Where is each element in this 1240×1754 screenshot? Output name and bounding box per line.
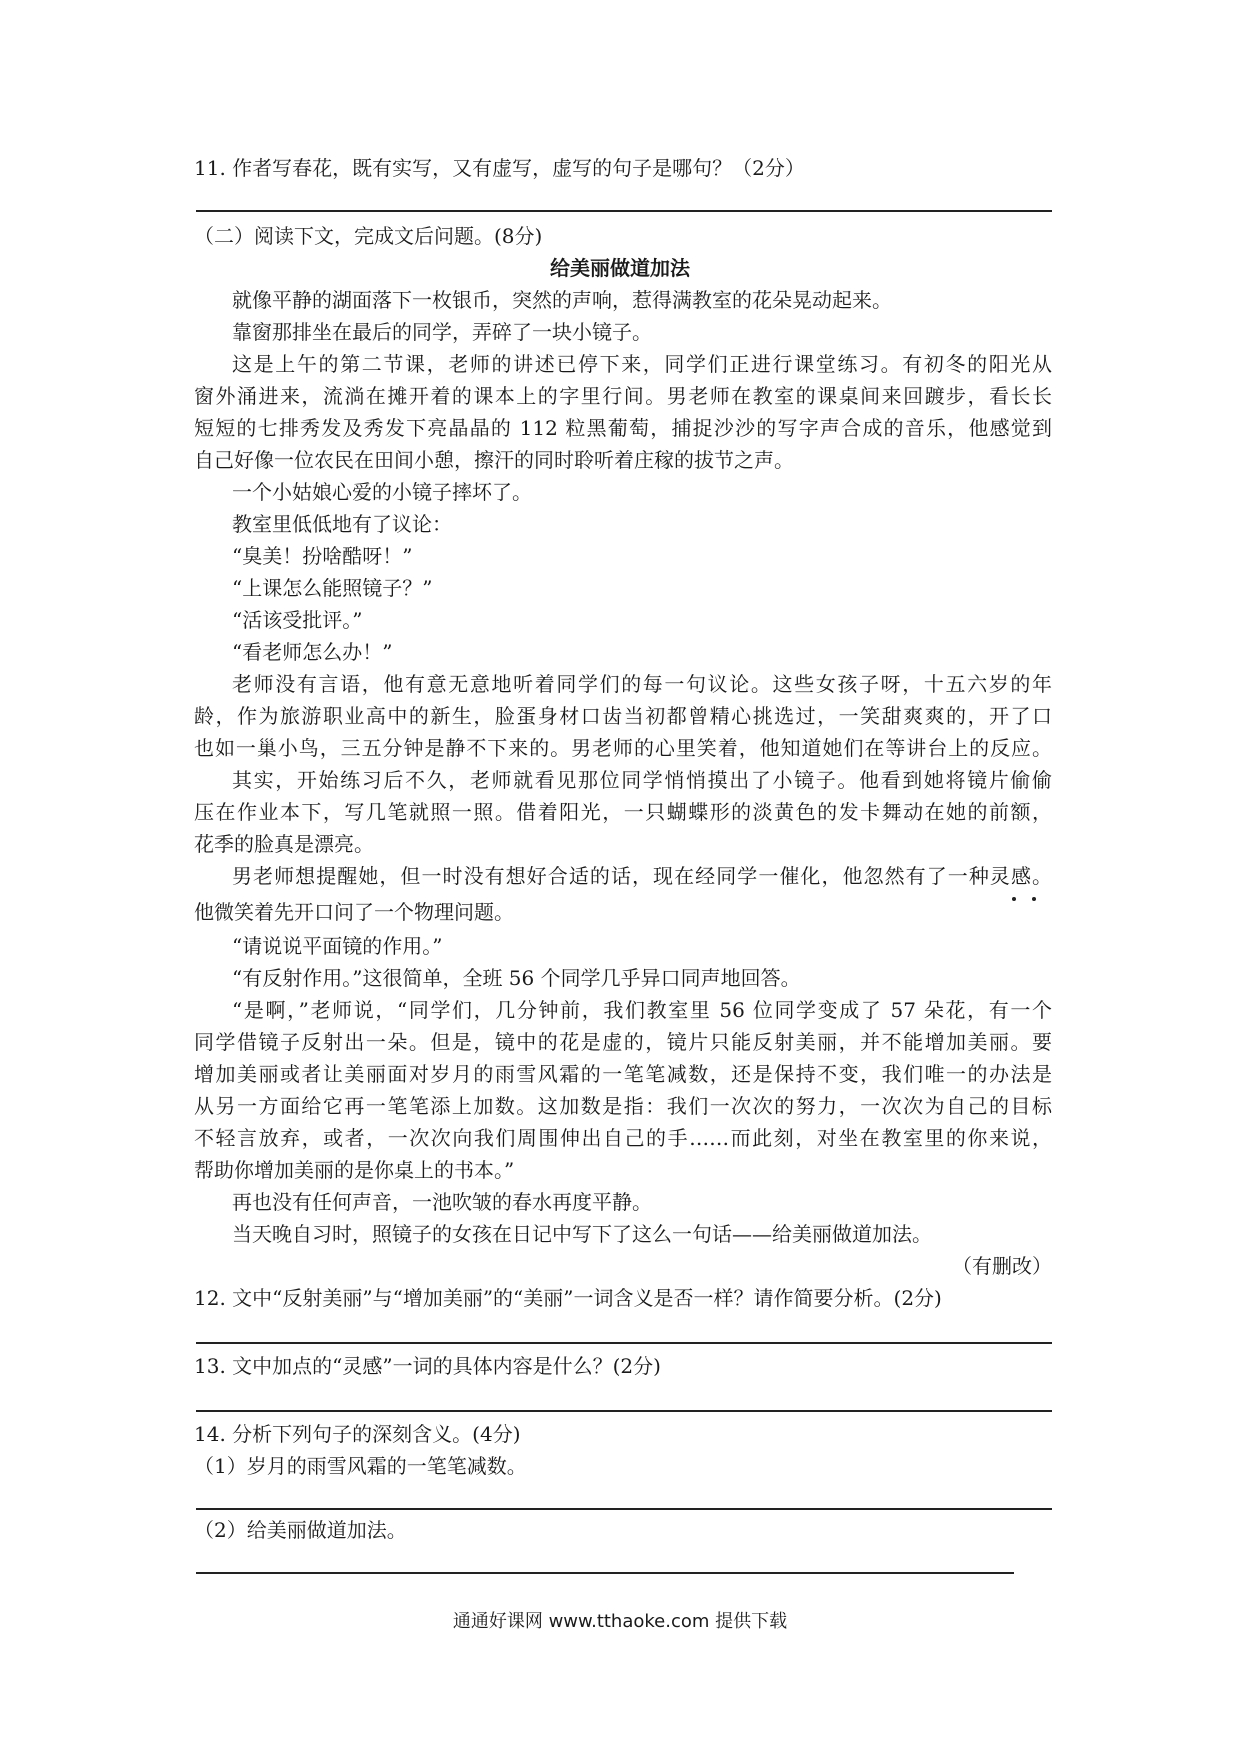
footer-watermark: 通通好课网 www.tthaoke.com 提供下载 (452, 1611, 788, 1632)
quote-b: “上课怎么能照镜子？” (232, 576, 433, 600)
question-11: 11. 作者写春花，既有实写，又有虚写，虚写的句子是哪句？（2分） (194, 156, 805, 180)
paragraph-10-line-2: 同学借镜子反射出一朵。但是，镜中的花是虚的，镜片只能反射美丽，并不能增加美丽。要 (194, 1030, 1052, 1054)
paragraph-3-line-2: 窗外涌进来，流淌在摊开着的课本上的字里行间。男老师在教室的课桌间来回踱步，看长长 (194, 384, 1052, 408)
paragraph-3-line-3: 短短的七排秀发及秀发下亮晶晶的 112 粒黑葡萄，捕捉沙沙的写字声合成的音乐，他感觉到 (194, 416, 1052, 440)
paragraph-5: 教室里低低地有了议论： (232, 512, 452, 536)
paragraph-10-line-1: “是啊，”老师说，“同学们，几分钟前，我们教室里 56 位同学变成了 57 朵花，有一个 (232, 998, 1052, 1022)
paragraph-10-line-5: 不轻言放弃，或者，一次次向我们周围伸出自己的手……而此刻，对坐在教室里的你来说， (194, 1126, 1052, 1150)
paragraph-8-line-2: 他微笑着先开口问了一个物理问题。 (194, 900, 514, 924)
paragraph-6-line-2: 龄，作为旅游职业高中的新生，脸蛋身材口齿当初都曾精心挑选过，一笑甜爽爽的，开了口 (194, 704, 1052, 728)
paragraph-7-line-2: 压在作业本下，写几笔就照一照。借着阳光，一只蝴蝶形的淡黄色的发卡舞动在她的前额， (194, 800, 1052, 824)
paragraph-3-line-4: 自己好像一位农民在田间小憩，擦汗的同时聆听着庄稼的拔节之声。 (194, 448, 794, 472)
paragraph-1: 就像平静的湖面落下一枚银币，突然的声响，惹得满教室的花朵晃动起来。 (232, 288, 892, 312)
paragraph-11: 再也没有任何声音，一池吹皱的春水再度平静。 (232, 1190, 652, 1214)
article-title: 给美丽做道加法 (550, 256, 690, 280)
paragraph-4: 一个小姑娘心爱的小镜子摔坏了。 (232, 480, 532, 504)
paragraph-10-line-6: 帮助你增加美丽的是你桌上的书本。” (194, 1158, 515, 1182)
paragraph-6-line-3: 也如一巢小鸟，三五分钟是静不下来的。男老师的心里笑着，他知道她们在等讲台上的反应。 (194, 736, 1052, 760)
question-12: 12. 文中“反射美丽”与“增加美丽”的“美丽”一词含义是否一样？请作简要分析。(2分) (194, 1286, 942, 1310)
question-14-part-2: （2）给美丽做道加法。 (194, 1518, 407, 1542)
answer-line-11 (196, 210, 1052, 212)
question-13: 13. 文中加点的“灵感”一词的具体内容是什么？(2分) (194, 1354, 661, 1378)
paragraph-7-line-1: 其实，开始练习后不久，老师就看见那位同学悄悄摸出了小镜子。他看到她将镜片偷偷 (232, 768, 1052, 792)
paragraph-10-line-3: 增加美丽或者让美丽面对岁月的雨雪风霜的一笔笔减数，还是保持不变，我们唯一的办法是 (194, 1062, 1052, 1086)
source-note: （有删改） (952, 1254, 1052, 1278)
quote-c: “活该受批评。” (232, 608, 363, 632)
emphasis-dots (1004, 894, 1044, 904)
quote-d: “看老师怎么办！” (232, 640, 393, 664)
question-14-part-1: （1）岁月的雨雪风霜的一笔笔减数。 (194, 1454, 527, 1478)
paragraph-2: 靠窗那排坐在最后的同学，弄碎了一块小镜子。 (232, 320, 652, 344)
paragraph-12: 当天晚自习时，照镜子的女孩在日记中写下了这么一句话——给美丽做道加法。 (232, 1222, 932, 1246)
answer-line-12 (196, 1342, 1052, 1344)
answer-line-14-1 (196, 1508, 1052, 1510)
paragraph-3-line-1: 这是上午的第二节课，老师的讲述已停下来，同学们正进行课堂练习。有初冬的阳光从 (232, 352, 1052, 376)
paragraph-9: “有反射作用。”这很简单，全班 56 个同学几乎异口同声地回答。 (232, 966, 801, 990)
paragraph-7-line-3: 花季的脸真是漂亮。 (194, 832, 374, 856)
section-2-heading: （二）阅读下文，完成文后问题。(8分) (194, 224, 543, 248)
answer-line-14-2 (196, 1572, 1014, 1574)
answer-line-13 (196, 1410, 1052, 1412)
quote-e: “请说说平面镜的作用。” (232, 934, 443, 958)
quote-a: “臭美！扮啥酷呀！” (232, 544, 413, 568)
paragraph-10-line-4: 从另一方面给它再一笔笔添上加数。这加数是指：我们一次次的努力，一次次为自己的目标 (194, 1094, 1052, 1118)
paragraph-6-line-1: 老师没有言语，他有意无意地听着同学们的每一句议论。这些女孩子呀，十五六岁的年 (232, 672, 1052, 696)
paragraph-8-line-1: 男老师想提醒她，但一时没有想好合适的话，现在经同学一催化，他忽然有了一种灵感。 (232, 864, 1052, 888)
question-14: 14. 分析下列句子的深刻含义。(4分) (194, 1422, 521, 1446)
